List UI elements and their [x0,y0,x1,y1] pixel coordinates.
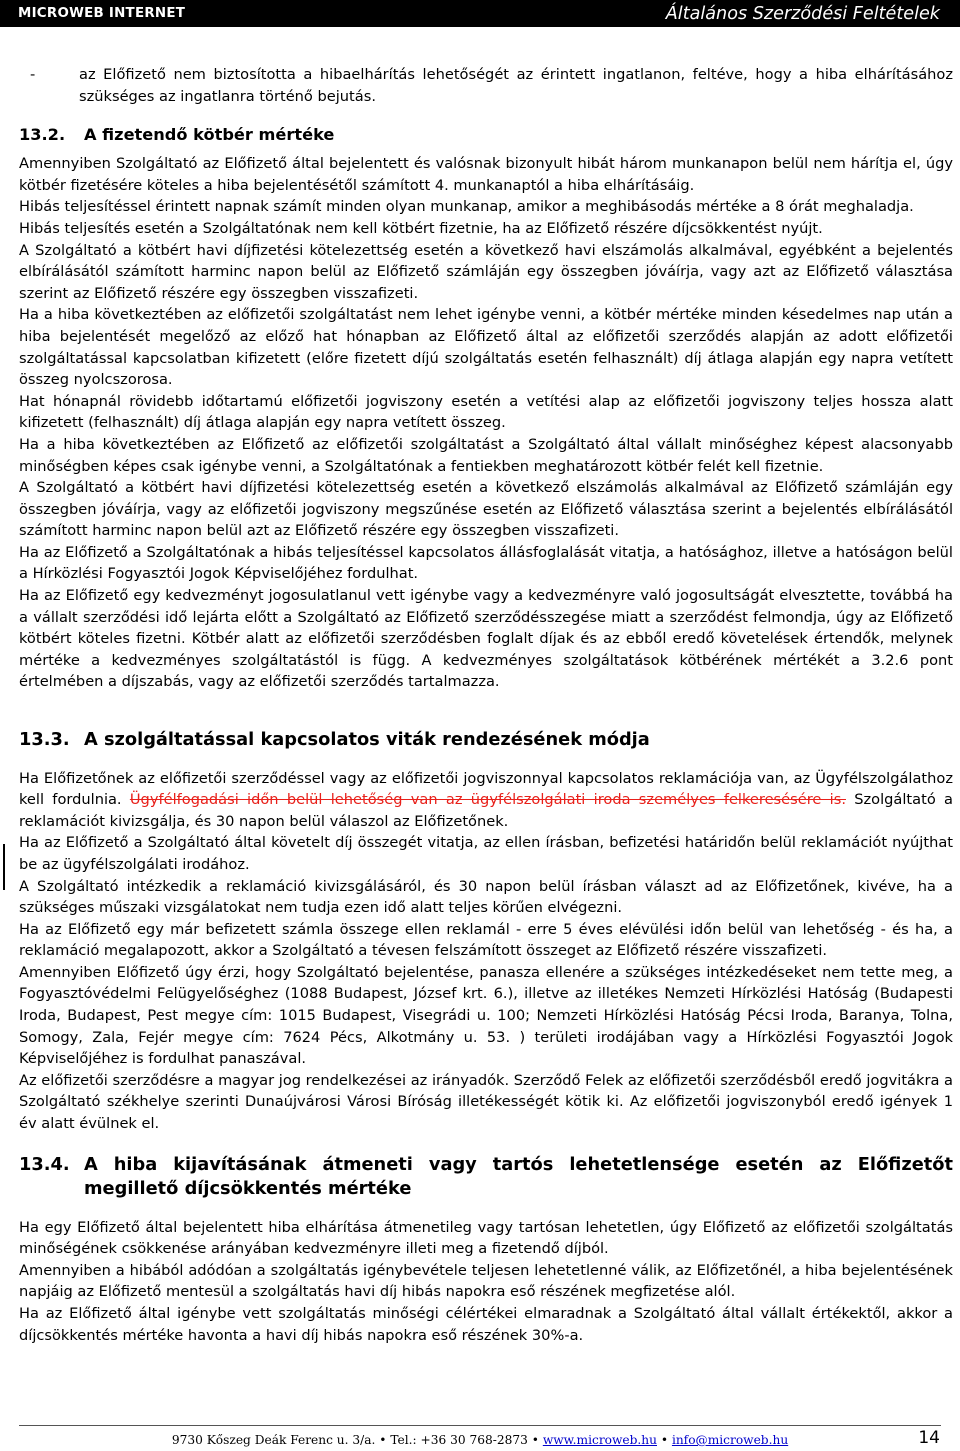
footer-separator: • [657,1433,672,1447]
paragraph-with-deletion [19,768,953,833]
section-number: 13.3. [19,729,70,751]
paragraph: A Szolgáltató a kötbért havi díjfizetési kötelezettség esetén a következő havi elszámolás alkalmával, egyébként a bejelentés elbírálásától számított harminc napon belül az Előfizető számláján egy összegben jóváírja, vagy azt az Előfizető választása szerint az Előfizető részére egy összegben visszafizeti. [19,241,953,302]
email-link[interactable]: info@microweb.hu [671,1433,789,1447]
paragraph: Ha az Előfizető által igénybe vett szolgáltatás minőségi célértékei elmaradnak a Szolgáltató által vállalt értékektől, akkor a díjcsökkentés mértéke havonta a havi díj hibás napokra eső részének 30%-a. [19,1305,953,1344]
section-title: A hiba kijavításának átmeneti vagy tartós lehetetlensége esetén az Előfizetőt megillető díjcsökkentés mértéke [84,1153,953,1200]
company-name: MICROWEB INTERNET [18,6,186,21]
section-13-3 [19,728,953,1135]
paragraph: Az előfizetői szerződésre a magyar jog rendelkezései az irányadók. Szerződő Felek az előfizetői szerződésből eredő jogvitákra a Szolgáltató székhelye szerinti Dunaújvárosi Városi Bíróság illetékességét kötik ki. Az előfizetői jogviszonyból eredő igények 1 év alatt évülnek el. [19,1071,953,1133]
section-heading [19,124,953,146]
intro-bullet [19,64,953,107]
paragraph: Amennyiben Szolgáltató az Előfizető által bejelentett és valósnak bizonyult hibát három munkanapon belül nem hárítja el, úgy kötbér fizetésére köteles a hiba bejelentésétől számított 4. munkanaptól a hiba elhárításáig. [19,155,953,194]
text-after-deletion: Szolgáltató a reklamációt kivizsgálja, és 30 napon belül válaszol az Előfizetőnek. [19,791,953,830]
document-title: Általános Szerződési Feltételek [665,3,940,24]
section-heading [19,1153,953,1202]
paragraph: Hibás teljesítéssel érintett napnak számít minden olyan munkanap, amikor a meghibásodás mértéke a 8 órát meghaladja. [19,198,914,216]
paragraph: Ha a hiba következtében az előfizetői szolgáltatást nem lehet igénybe venni, a kötbér mértéke minden késedelmes nap után a hiba bejelentését megelőző az előző hat hónapban az Előfizető által az előfizetői szerződés alapján az adott előfizetői szolgáltatással kapcsolatban kifizetett (előre fizetett díjú szolgáltatás esetén felhasznált) díj átlaga alapján egy napra vetített összeg nyolcszorosa. [19,306,953,389]
section-title: A fizetendő kötbér mértéke [84,125,335,145]
footer-phone: Tel.: +36 30 768-2873 [390,1433,528,1447]
section-number: 13.2. [19,125,66,145]
paragraph: Hat hónapnál rövidebb időtartamú előfizetői jogviszony esetén a vetítési alap az előfizetői jogviszony teljes hossza alatt kifizetett (felhasznált) díj átlaga alapján egy napra vetített összeg. [19,392,953,432]
text-before-deletion: Ha Előfizetőnek az előfizetői szerződéssel vagy az előfizetői jogviszonnyal kapcsolatos reklamációja van, az Ügyfélszolgálathoz kell fordulnia. [19,769,953,809]
section-13-4 [19,1153,953,1347]
section-heading [19,728,953,753]
change-bar [3,844,5,890]
page-number: 14 [918,1428,940,1448]
document-body [19,64,953,1346]
paragraph: A Szolgáltató a kötbért havi díjfizetési kötelezettség esetén a következő elszámolás alkalmával az Előfizető számláján egy összegben jóváírja, vagy az előfizetői jogviszony megszűnése esetén az Előfizető választása szerint a bejelentés elbírálásától számított harminc napon belül azt az Előfizető részére egy összegben visszafizeti. [19,479,953,540]
paragraph: Ha a hiba következtében az Előfizető az előfizetői szolgáltatást a Szolgáltató által vállalt minőséghez képest alacsonyabb minőségben képes csak igénybe venni, a Szolgáltatónak a fentiekben meghatározott kötbér felét kell fizetnie. [19,435,953,475]
page-footer [0,1419,960,1451]
paragraph: Ha az Előfizető a Szolgáltató által követelt díj összegét vitatja, az ellen írásban, befizetési határidőn belül reklamációt nyújthat be az ügyfélszolgálati irodához. [19,834,953,873]
bullet-text: az Előfizető nem biztosította a hibaelhárítás lehetőségét az érintett ingatlanon, feltéve, hogy a hiba elhárításához szükséges az ingatlanra történő bejutás. [79,66,953,105]
section-title: A szolgáltatással kapcsolatos viták rendezésének módja [84,729,650,751]
website-link[interactable]: www.microweb.hu [542,1433,657,1447]
footer-separator: • [375,1433,391,1447]
paragraph: Ha az Előfizető a Szolgáltatónak a hibás teljesítéssel kapcsolatos állásfoglalását vitatja, a hatósághoz, illetve a hatóságon belül a Hírközlési Fogyasztói Jogok Képviselőjéhez fordulhat. [19,543,953,583]
paragraph: Ha egy Előfizető által bejelentett hiba elhárítása átmenetileg vagy tartósan lehetetlen, úgy Előfizető az előfizetői szolgáltatás minőségének csökkenése arányában kedvezményre illeti meg a fizetendő díjból. [19,1218,953,1258]
page-header [0,0,960,27]
paragraph: Amennyiben Előfizető úgy érzi, hogy Szolgáltató bejelentése, panasza ellenére a szükséges intézkedéseket nem tette meg, a Fogyasztóvédelmi Felügyelőséghez (1088 Budapest, József krt. 6.), illetve az illetékes Nemzeti Hírközlési Hatóság (Budapesti Iroda, Budapest, Pest megye cím: 1015 Budapest, Visegrádi u. 100; Nemzeti Hírközlési Hatóság Pécsi Iroda, Baranya, Tolna, Somogy, Zala, Fejér megye cím: 7624 Pécs, Alkotmány u. 53. ) területi irodájában vagy a Hírközlési Fogyasztói Jogok Képviselőjéhez is fordulhat panaszával. [19,963,953,1068]
paragraph: Ha az Előfizető egy már befizetett számla összege ellen reklamál - erre 5 éves elévülési időn belül van lehetőség - és ha, a reklamáció megalapozott, akkor a Szolgáltató a tévesen felszámított összeget az Előfizető részére visszafizeti. [19,920,953,960]
section-number: 13.4. [19,1153,70,1175]
paragraph: Amennyiben a hibából adódóan a szolgáltatás igénybevétele teljesen lehetetlenné válik, az Előfizetőnél, a hiba bejelentésének napjáig az Előfizető mentesül a szolgáltatás havi díj hibás napokra eső részének megfizetése alól. [19,1261,953,1301]
section-13-2 [19,124,953,693]
deleted-text: Ügyfélfogadási időn belül lehetőség van az ügyfélszolgálati iroda személyes felkeresésére is. [129,791,846,809]
footer-divider [19,1425,941,1426]
paragraph: Ha az Előfizető egy kedvezményt jogosulatlanul vett igénybe vagy a kedvezményre való jogosultságát elvesztette, továbbá ha a vállalt szerződési idő lejárta előtt a Szolgáltató az Előfizető szerződésszegése miatt a szerződést felmondja, úgy az Előfizető kötbért köteles fizetni. Kötbér alatt az előfizetői szerződésben foglalt díjak és az ebből eredő követelések értendők, melynek mértéke a kedvezményes szolgáltatástól is függ. A kedvezményes szolgáltatások kötbérének mértékét a 3.2.6 pont értelmében a díjszabás, vagy az előfizetői szerződés tartalmazza. [19,587,953,691]
footer-separator: • [527,1433,543,1447]
footer-contact [0,1433,960,1447]
paragraph: Hibás teljesítés esetén a Szolgáltatónak nem kell kötbért fizetnie, ha az Előfizető részére díjcsökkentést nyújt. [19,219,823,237]
paragraph: A Szolgáltató intézkedik a reklamáció kivizsgálásáról, és 30 napon belül írásban választ ad az Előfizetőnek, kivéve, ha a szükséges műszaki vizsgálatokat nem tudja ezen idő alatt teljes körűen elvégezni. [19,877,953,917]
footer-address: 9730 Kőszeg Deák Ferenc u. 3/a. [171,1433,376,1447]
bullet-dash: - [30,66,36,83]
